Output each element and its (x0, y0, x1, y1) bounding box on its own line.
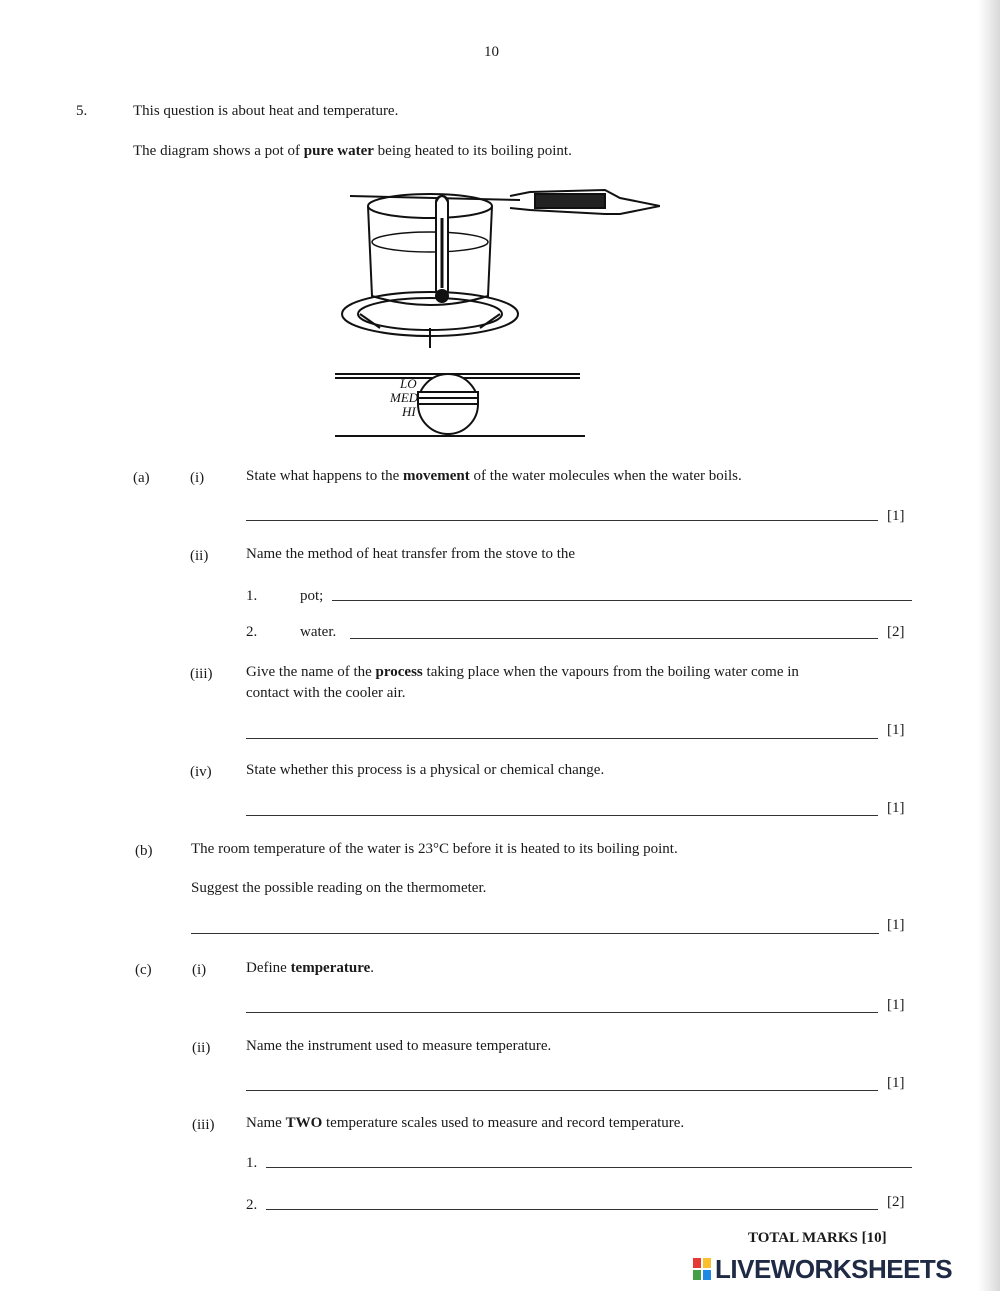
answer-line-c-iii-2[interactable] (266, 1209, 878, 1210)
page-number: 10 (484, 44, 499, 60)
answer-line-a-iii[interactable] (246, 738, 878, 739)
stove-label-med: MED (390, 390, 419, 405)
part-a-label: (a) (133, 470, 150, 486)
mark-c-ii: [1] (887, 1075, 905, 1091)
part-b-label: (b) (135, 843, 153, 859)
q-text-end: temperature scales used to measure and record temperature. (322, 1115, 685, 1131)
diagram-caption (133, 143, 572, 160)
mark-a-ii: [2] (887, 624, 905, 640)
page-edge-shadow (978, 0, 1000, 1291)
part-c-ii-question: Name the instrument used to measure temperature. (246, 1038, 552, 1054)
part-a-ii-item2-num: 2. (246, 624, 258, 640)
part-c-i-question (246, 960, 374, 977)
part-a-i-question (246, 468, 742, 485)
q-bold: movement (403, 468, 470, 484)
part-a-ii-item1-num: 1. (246, 588, 258, 604)
part-c-label: (c) (135, 962, 152, 978)
answer-line-c-i[interactable] (246, 1012, 878, 1013)
part-a-i-label: (i) (190, 470, 205, 486)
stove-label-hi: HI (402, 404, 416, 419)
pot-on-stove-diagram (330, 178, 660, 448)
part-b-question-line2: Suggest the possible reading on the thermometer. (191, 880, 487, 896)
q-bold: TWO (285, 1115, 323, 1131)
answer-line-a-ii-1[interactable] (332, 600, 912, 601)
logo-grid-icon (693, 1258, 711, 1280)
part-a-ii-item1-text: pot; (300, 588, 324, 604)
mark-b: [1] (887, 917, 905, 933)
part-c-iii-item2-num: 2. (246, 1197, 258, 1213)
mark-c-iii: [2] (887, 1194, 905, 1210)
answer-line-a-iv[interactable] (246, 815, 878, 816)
answer-line-a-i[interactable] (246, 520, 878, 521)
part-a-ii-question: Name the method of heat transfer from the stove to the (246, 546, 576, 562)
q-bold: process (375, 664, 423, 680)
caption-text: The diagram shows a pot of (133, 143, 304, 159)
q-text-end: taking place when the vapours from the boiling water come in (422, 664, 799, 680)
logo-text: LIVEWORKSHEETS (715, 1254, 953, 1284)
question-intro: This question is about heat and temperature. (133, 103, 399, 119)
q-text: Define (246, 960, 291, 976)
q-text: Name (246, 1115, 286, 1131)
answer-line-c-iii-1[interactable] (266, 1167, 912, 1168)
part-c-ii-label: (ii) (192, 1040, 211, 1056)
part-a-ii-label: (ii) (190, 548, 209, 564)
part-c-iii-item1-num: 1. (246, 1155, 258, 1171)
part-c-iii-question (246, 1115, 684, 1132)
q-text: Give the name of the (246, 664, 376, 680)
part-c-iii-label: (iii) (192, 1117, 215, 1133)
answer-line-b[interactable] (191, 933, 879, 934)
logo-square-blue (703, 1270, 711, 1280)
part-a-iii-question-line2: contact with the cooler air. (246, 685, 406, 701)
mark-c-i: [1] (887, 997, 905, 1013)
part-a-ii-item2-text: water. (300, 624, 337, 640)
mark-a-i: [1] (887, 508, 905, 524)
part-a-iv-question: State whether this process is a physical or chemical change. (246, 762, 605, 778)
part-a-iii-label: (iii) (190, 666, 213, 682)
caption-text-end: being heated to its boiling point. (373, 143, 572, 159)
caption-bold: pure water (303, 143, 374, 159)
q-text-end: of the water molecules when the water boils. (469, 468, 742, 484)
question-number: 5. (76, 103, 88, 119)
part-b-question: The room temperature of the water is 23°C before it is heated to its boiling point. (191, 841, 678, 857)
logo-square-green (693, 1270, 701, 1280)
total-marks: TOTAL MARKS [10] (748, 1230, 887, 1246)
part-c-i-label: (i) (192, 962, 207, 978)
q-text: State what happens to the (246, 468, 404, 484)
q-bold: temperature (290, 960, 371, 976)
logo-square-red (693, 1258, 701, 1268)
answer-line-a-ii-2[interactable] (350, 638, 878, 639)
part-a-iii-question (246, 664, 799, 681)
logo-square-yellow (703, 1258, 711, 1268)
answer-line-c-ii[interactable] (246, 1090, 878, 1091)
mark-a-iv: [1] (887, 800, 905, 816)
stove-label-lo: LO (400, 376, 417, 391)
liveworksheets-logo (693, 1254, 993, 1286)
part-a-iv-label: (iv) (190, 764, 212, 780)
q-text-end: . (370, 960, 374, 976)
mark-a-iii: [1] (887, 722, 905, 738)
